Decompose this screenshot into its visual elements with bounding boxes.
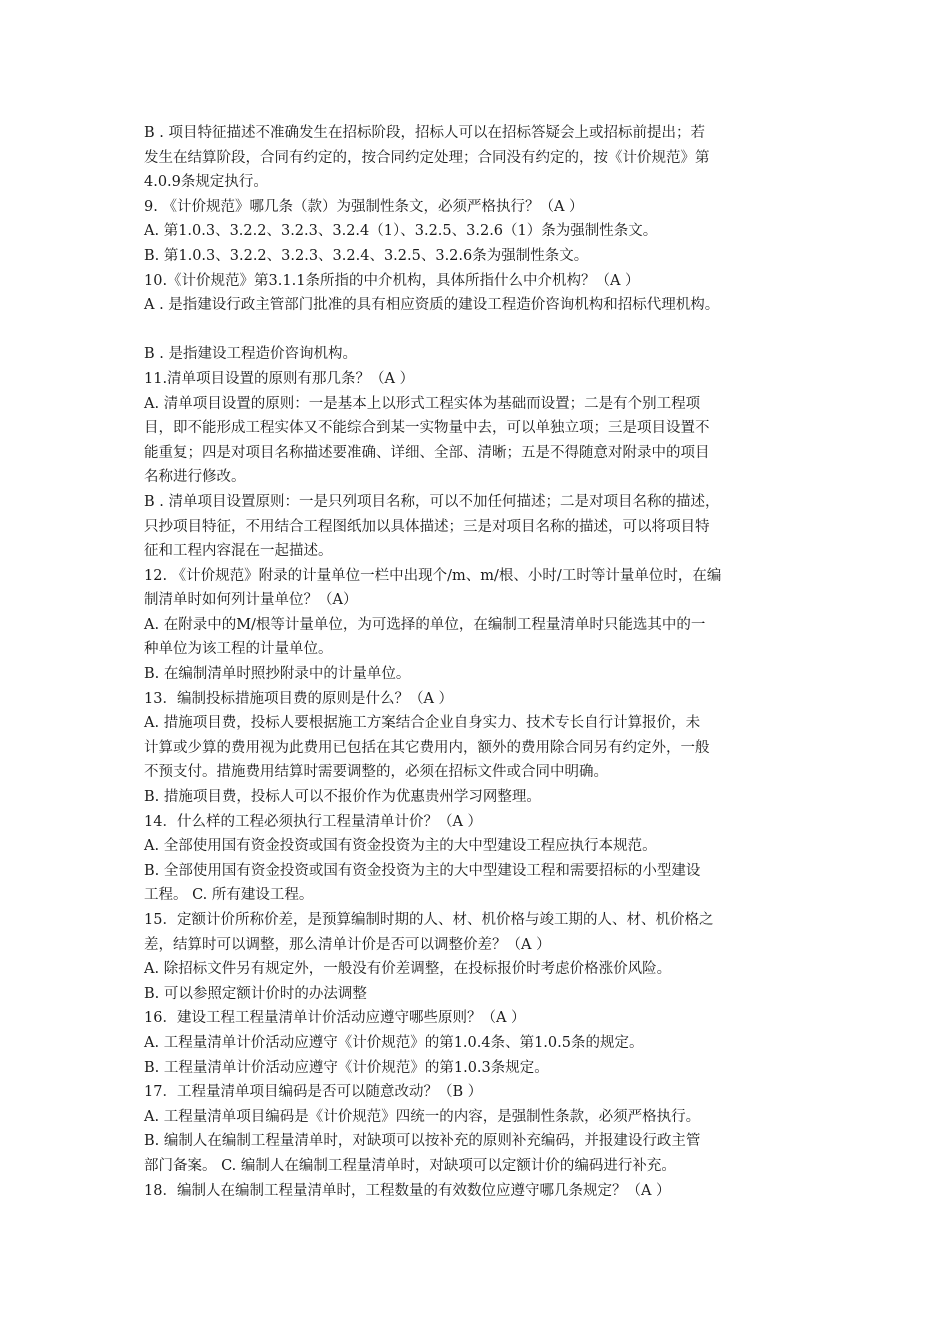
answer-line: B. 措施项目费，投标人可以不报价作为优惠贵州学习网整理。 bbox=[144, 789, 541, 806]
question-line: 13．编制投标措施项目费的原则是什么？（A ） bbox=[144, 690, 454, 707]
text-line: 征和工程内容混在一起描述。 bbox=[144, 543, 333, 560]
text-line: 不预支付。措施费用结算时需要调整的，必须在招标文件或合同中明确。 bbox=[144, 764, 608, 781]
answer-line: A. 工程量清单计价活动应遵守《计价规范》的第1.0.4条、第1.0.5条的规定。 bbox=[144, 1034, 644, 1051]
text-line: 只抄项目特征，不用结合工程图纸加以具体描述；三是对项目名称的描述，可以将项目特 bbox=[144, 518, 710, 535]
text-line: 工程。 C. 所有建设工程。 bbox=[144, 887, 314, 904]
answer-line: A. 在附录中的M/根等计量单位，为可选择的单位，在编制工程量清单时只能选其中的一 bbox=[144, 616, 706, 633]
text-line: 名称进行修改。 bbox=[144, 469, 246, 486]
answer-line: A. 第1.0.3、3.2.2、3.2.3、3.2.4（1）、3.2.5、3.2.6（1）条为强制性条文。 bbox=[144, 223, 658, 240]
answer-line: A. 措施项目费，投标人要根据施工方案结合企业自身实力、技术专长自行计算报价，未 bbox=[144, 715, 701, 732]
text-line: 差，结算时可以调整，那么清单计价是否可以调整价差？（A ） bbox=[144, 936, 551, 953]
text-line: 部门备案。 C. 编制人在编制工程量清单时，对缺项可以定额计价的编码进行补充。 bbox=[144, 1157, 676, 1174]
question-line: 16．建设工程工程量清单计价活动应遵守哪些原则？（A ） bbox=[144, 1010, 526, 1027]
answer-line: A. 全部使用国有资金投资或国有资金投资为主的大中型建设工程应执行本规范。 bbox=[144, 838, 657, 855]
text-line: 制清单时如何列计量单位？（A） bbox=[144, 592, 358, 609]
answer-line: B. 第1.0.3、3.2.2、3.2.3、3.2.4、3.2.5、3.2.6条为强制性条文。 bbox=[144, 247, 589, 264]
text-line: 发生在结算阶段，合同有约定的，按合同约定处理；合同没有约定的，按《计价规范》第 bbox=[144, 149, 710, 166]
answer-line: A. 清单项目设置的原则：一是基本上以形式工程实体为基础而设置；二是有个别工程项 bbox=[144, 395, 701, 412]
text-line: 4.0.9条规定执行。 bbox=[144, 174, 268, 191]
question-line: 15．定额计价所称价差，是预算编制时期的人、材、机价格与竣工期的人、材、机价格之 bbox=[144, 912, 714, 928]
question-line: 11.清单项目设置的原则有那几条？（A ） bbox=[144, 370, 415, 387]
question-line: 14．什么样的工程必须执行工程量清单计价？（A ） bbox=[144, 813, 483, 830]
answer-line: B. 全部使用国有资金投资或国有资金投资为主的大中型建设工程和需要招标的小型建设 bbox=[144, 862, 701, 879]
question-line: 18．编制人在编制工程量清单时，工程数量的有效数位应遵守哪几条规定？（A ） bbox=[144, 1182, 671, 1199]
answer-line: B . 是指建设工程造价咨询机构。 bbox=[144, 346, 357, 363]
document-body bbox=[144, 121, 814, 1203]
text-line: 计算或少算的费用视为此费用已包括在其它费用内，额外的费用除合同另有约定外，一般 bbox=[144, 739, 710, 756]
text-line: 目，即不能形成工程实体又不能综合到某一实物量中去，可以单独立项；三是项目设置不 bbox=[144, 420, 710, 437]
question-line: 9. 《计价规范》哪几条（款）为强制性条文，必须严格执行？（A ） bbox=[144, 198, 584, 215]
answer-line: A. 工程量清单项目编码是《计价规范》四统一的内容，是强制性条款，必须严格执行。 bbox=[144, 1108, 701, 1125]
answer-line: A. 除招标文件另有规定外，一般没有价差调整，在投标报价时考虑价格涨价风险。 bbox=[144, 961, 672, 978]
blank-line bbox=[144, 318, 814, 343]
text-line: 能重复；四是对项目名称描述要准确、详细、全部、清晰；五是不得随意对附录中的项目 bbox=[144, 444, 710, 461]
answer-line: A . 是指建设行政主管部门批准的具有相应资质的建设工程造价咨询机构和招标代理机构。 bbox=[144, 297, 720, 314]
answer-line: B . 清单项目设置原则：一是只列项目名称，可以不加任何描述；二是对项目名称的描述， bbox=[144, 493, 720, 510]
question-line: 17．工程量清单项目编码是否可以随意改动？（B ） bbox=[144, 1084, 483, 1101]
answer-line: B. 在编制清单时照抄附录中的计量单位。 bbox=[144, 666, 411, 683]
answer-line: B. 工程量清单计价活动应遵守《计价规范》的第1.0.3条规定。 bbox=[144, 1059, 549, 1076]
answer-line: B. 可以参照定额计价时的办法调整 bbox=[144, 985, 367, 1002]
question-line: 12. 《计价规范》附录的计量单位一栏中出现个/m、m/根、小时/工时等计量单位时，在编 bbox=[144, 567, 722, 584]
text-line: 种单位为该工程的计量单位。 bbox=[144, 641, 333, 658]
answer-line: B. 编制人在编制工程量清单时，对缺项可以按补充的原则补充编码，并报建设行政主管 bbox=[144, 1133, 701, 1150]
text-line: B . 项目特征描述不准确发生在招标阶段，招标人可以在招标答疑会上或招标前提出；若 bbox=[144, 125, 705, 141]
question-line: 10.《计价规范》第3.1.1条所指的中介机构，具体所指什么中介机构？（A ） bbox=[144, 272, 640, 289]
